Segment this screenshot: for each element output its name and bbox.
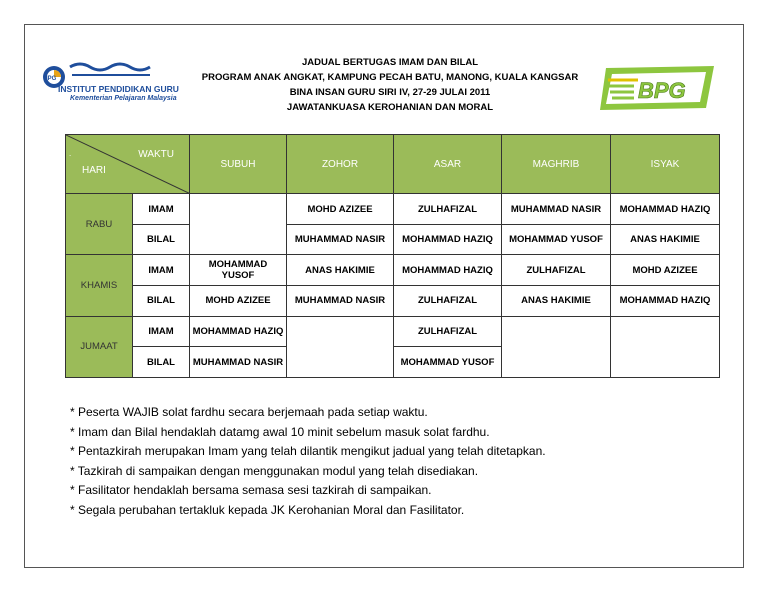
bpg-logo-icon [598,62,716,114]
duty-cell: MOHAMMAD HAZIQ [611,286,720,317]
column-header-subuh: SUBUH [190,135,287,194]
empty-cell [502,316,611,377]
duty-cell: MOHAMMAD HAZIQ [394,224,502,255]
duty-cell: MOHD AZIZEE [287,194,394,225]
column-header-zohor: ZOHOR [287,135,394,194]
duty-cell: ZULHAFIZAL [394,194,502,225]
duty-cell: ZULHAFIZAL [394,316,502,347]
empty-cell [190,194,287,255]
duty-cell: MOHAMMAD YUSOF [190,255,287,286]
table-header-row [66,135,720,194]
note-item: * Pentazkirah merupakan Imam yang telah dilantik mengikut jadual yang telah ditetapkan. [70,444,546,458]
duty-cell: MUHAMMAD NASIR [190,347,287,378]
document-header [180,55,600,115]
header-line-1: JADUAL BERTUGAS IMAM DAN BILAL [301,57,479,68]
note-item: * Tazkirah di sampaikan dengan menggunakan modul yang telah disediakan. [70,463,479,478]
column-header-asar: ASAR [394,135,502,194]
hari-label: HARI [82,165,106,176]
table-row [66,316,720,347]
duty-cell: ANAS HAKIMIE [611,224,720,255]
role-label-bilal: BILAL [133,224,190,255]
duty-cell: MOHD AZIZEE [190,286,287,317]
note-item: * Fasilitator hendaklah bersama semasa sesi tazkirah di sampaikan. [70,483,432,497]
header-line-3: BINA INSAN GURU SIRI IV, 27-29 JULAI 2011 [289,87,491,98]
duty-cell: MOHAMMAD YUSOF [502,224,611,255]
ipg-emblem-text: IPG [46,76,57,82]
bpg-logo-text: BPG [638,78,686,103]
table-row [66,224,720,255]
duty-cell: MUHAMMAD NASIR [502,194,611,225]
duty-cell: MUHAMMAD NASIR [287,286,394,317]
day-cell-jumaat: JUMAAT [66,316,133,377]
duty-cell: ANAS HAKIMIE [287,255,394,286]
role-label-bilal: BILAL [133,286,190,317]
header-line-2: PROGRAM ANAK ANGKAT, KAMPUNG PECAH BATU, MANONG, KUALA KANGSAR [201,72,579,83]
duty-schedule-table [65,134,720,378]
duty-cell: ANAS HAKIMIE [502,286,611,317]
table-row [66,194,720,225]
empty-cell [287,316,394,377]
table-row [66,255,720,286]
duty-cell: ZULHAFIZAL [394,286,502,317]
duty-cell: MOHAMMAD HAZIQ [394,255,502,286]
duty-cell: ZULHAFIZAL [502,255,611,286]
duty-cell: MOHAMMAD HAZIQ [190,316,287,347]
duty-cell: MOHD AZIZEE [611,255,720,286]
role-label-bilal: BILAL [133,347,190,378]
duty-cell: MOHAMMAD YUSOF [394,347,502,378]
header-line-4: JAWATANKUASA KEROHANIAN DAN MORAL [286,102,494,113]
role-label-imam: IMAM [133,255,190,286]
note-item: * Peserta WAJIB solat fardhu secara berjemaah pada setiap waktu. [70,405,428,419]
role-label-imam: IMAM [133,194,190,225]
ipg-name: INSTITUT PENDIDIKAN GURU [58,84,179,94]
notes-list [70,403,546,520]
role-label-imam: IMAM [133,316,190,347]
ipg-logo [40,55,179,115]
bpg-logo [598,62,716,114]
corner-header-cell [66,135,190,194]
note-item: * Segala perubahan tertakluk kepada JK Kerohanian Moral dan Fasilitator. [70,502,465,517]
day-cell-rabu: RABU [66,194,133,255]
empty-cell [611,316,720,377]
duty-cell: MUHAMMAD NASIR [287,224,394,255]
waktu-label: WAKTU [138,149,174,160]
note-item: * Imam dan Bilal hendaklah datamg awal 10 minit sebelum masuk solat fardhu. [70,424,490,439]
column-header-isyak: ISYAK [611,135,720,194]
corner-dot: . [69,149,72,158]
ipg-ministry: Kementerian Pelajaran Malaysia [70,95,177,102]
table-row [66,286,720,317]
duty-cell: MOHAMMAD HAZIQ [611,194,720,225]
day-cell-khamis: KHAMIS [66,255,133,316]
column-header-maghrib: MAGHRIB [502,135,611,194]
